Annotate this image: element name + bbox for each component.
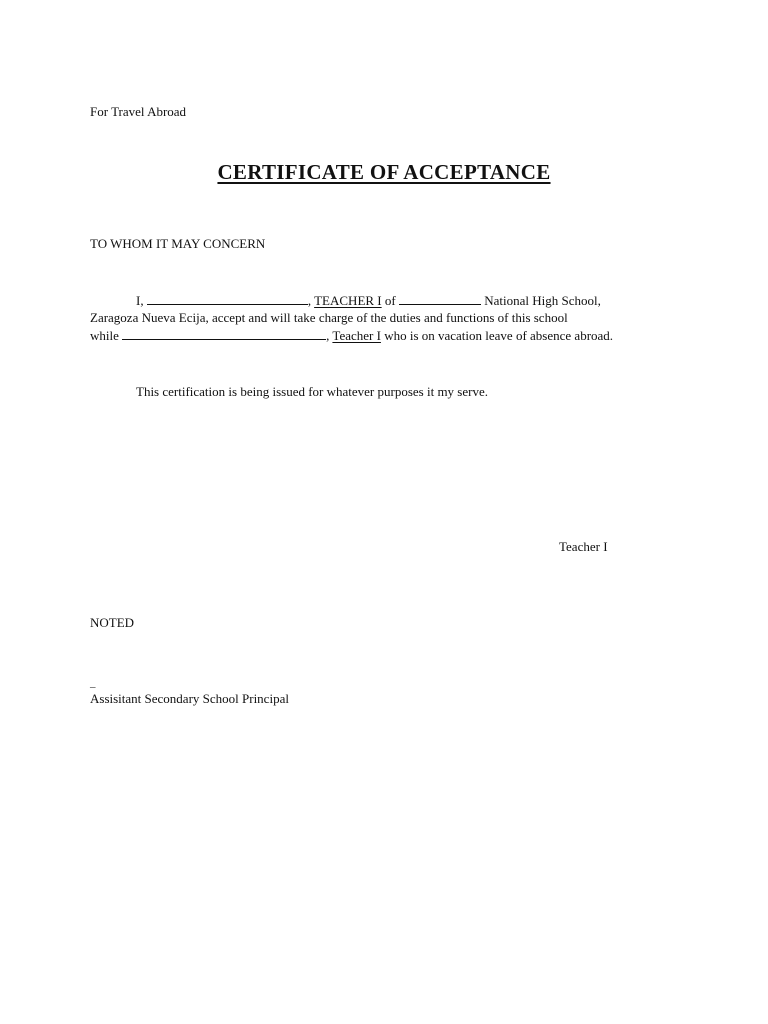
body-line-3-comma: , xyxy=(326,328,333,343)
body-line-3-rest: who is on vacation leave of absence abroad. xyxy=(380,328,614,343)
replaced-teacher-blank[interactable] xyxy=(122,327,326,340)
body-line-3 xyxy=(90,327,613,344)
body-line-1-school: National High School, xyxy=(480,293,601,308)
certification-statement: This certification is being issued for whatever purposes it my serve. xyxy=(136,384,488,399)
salutation: TO WHOM IT MAY CONCERN xyxy=(90,236,266,251)
school-name-blank[interactable] xyxy=(399,292,481,305)
certificate-title-text: CERTIFICATE OF ACCEPTANCE xyxy=(217,160,551,184)
body-line-1-start: I, xyxy=(136,293,147,308)
position-teacher-i: TEACHER I xyxy=(314,293,382,308)
position-teacher-i-2: Teacher I xyxy=(332,328,381,343)
body-line-1 xyxy=(136,292,601,309)
body-line-2: Zaragoza Nueva Ecija, accept and will take charge of the duties and functions of this school xyxy=(90,310,568,325)
principal-signature-line: _ xyxy=(90,677,96,689)
principal-title: Assisitant Secondary School Principal xyxy=(90,691,289,706)
teacher-name-blank[interactable] xyxy=(147,292,308,305)
noted-label: NOTED xyxy=(90,615,135,630)
body-line-1-comma: , xyxy=(307,293,315,308)
certificate-title xyxy=(0,159,768,185)
body-line-1-of: of xyxy=(381,293,399,308)
travel-purpose-label: For Travel Abroad xyxy=(90,104,187,119)
body-line-3-start: while xyxy=(90,328,123,343)
signatory-title: Teacher I xyxy=(559,539,608,554)
